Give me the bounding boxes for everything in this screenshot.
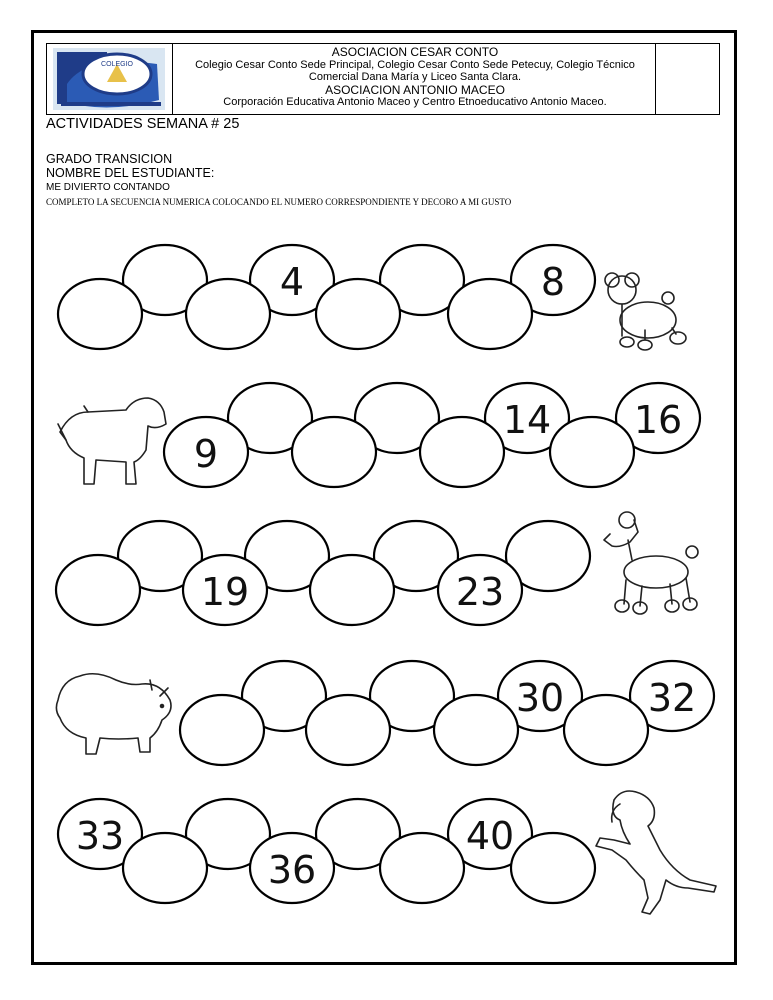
fluffy-dog-icon bbox=[56, 674, 171, 754]
sequence-circle[interactable] bbox=[292, 417, 376, 487]
sequence-circle[interactable] bbox=[550, 417, 634, 487]
sequence-number: 14 bbox=[502, 398, 552, 442]
sequence-circle[interactable] bbox=[420, 417, 504, 487]
poodle-standing-icon bbox=[604, 512, 698, 614]
grade-label: GRADO TRANSICION bbox=[46, 152, 173, 166]
sequence-number: 9 bbox=[193, 432, 219, 476]
org1-title: ASOCIACION CESAR CONTO bbox=[331, 45, 499, 59]
sequence-number: 19 bbox=[200, 570, 250, 614]
sequence-number: 33 bbox=[75, 814, 125, 858]
schools1-line: Colegio Cesar Conto Sede Principal, Colegio Cesar Conto Sede Petecuy, Colegio Técnico bbox=[195, 58, 635, 71]
sequence-circle[interactable] bbox=[380, 833, 464, 903]
sequence-circle[interactable] bbox=[310, 555, 394, 625]
sequence-number: 30 bbox=[515, 676, 565, 720]
sequence-number: 8 bbox=[540, 260, 566, 304]
schools2-line: Corporación Educativa Antonio Maceo y Centro Etnoeducativo Antonio Maceo. bbox=[223, 96, 607, 108]
sequence-circle[interactable] bbox=[434, 695, 518, 765]
sequence-number: 36 bbox=[267, 848, 317, 892]
poodle-icon bbox=[605, 273, 686, 350]
sequence-circle[interactable] bbox=[316, 279, 400, 349]
logo-text: COLEGIO bbox=[101, 61, 133, 68]
schools1b-line: Comercial Dana María y Liceo Santa Clara. bbox=[308, 71, 522, 83]
org2-title: ASOCIACION ANTONIO MACEO bbox=[325, 82, 505, 97]
sequence-circle[interactable] bbox=[306, 695, 390, 765]
sequence-circle[interactable] bbox=[58, 279, 142, 349]
instruction: COMPLETO LA SECUENCIA NUMERICA COLOCANDO EL NUMERO CORRESPONDIENTE Y DECORO A MI GUSTO bbox=[46, 197, 512, 207]
dachshund-icon bbox=[596, 791, 716, 914]
activity-title: ACTIVIDADES SEMANA # 25 bbox=[46, 116, 240, 132]
sequence-circle[interactable] bbox=[123, 833, 207, 903]
sequence-number: 23 bbox=[455, 570, 505, 614]
sequence-circle[interactable] bbox=[511, 833, 595, 903]
sequence-circle[interactable] bbox=[186, 279, 270, 349]
sequence-circle[interactable] bbox=[564, 695, 648, 765]
sequence-number: 4 bbox=[279, 260, 305, 304]
sequence-circle[interactable] bbox=[56, 555, 140, 625]
student-name-field[interactable]: NOMBRE DEL ESTUDIANTE: bbox=[46, 166, 215, 180]
sequence-number: 32 bbox=[647, 676, 697, 720]
sequence-circle[interactable] bbox=[180, 695, 264, 765]
sequence-circle[interactable] bbox=[448, 279, 532, 349]
subtitle: ME DIVIERTO CONTANDO bbox=[46, 182, 170, 193]
sequence-number: 16 bbox=[633, 398, 683, 442]
sequence-number: 40 bbox=[465, 814, 515, 858]
terrier-icon bbox=[58, 398, 166, 484]
